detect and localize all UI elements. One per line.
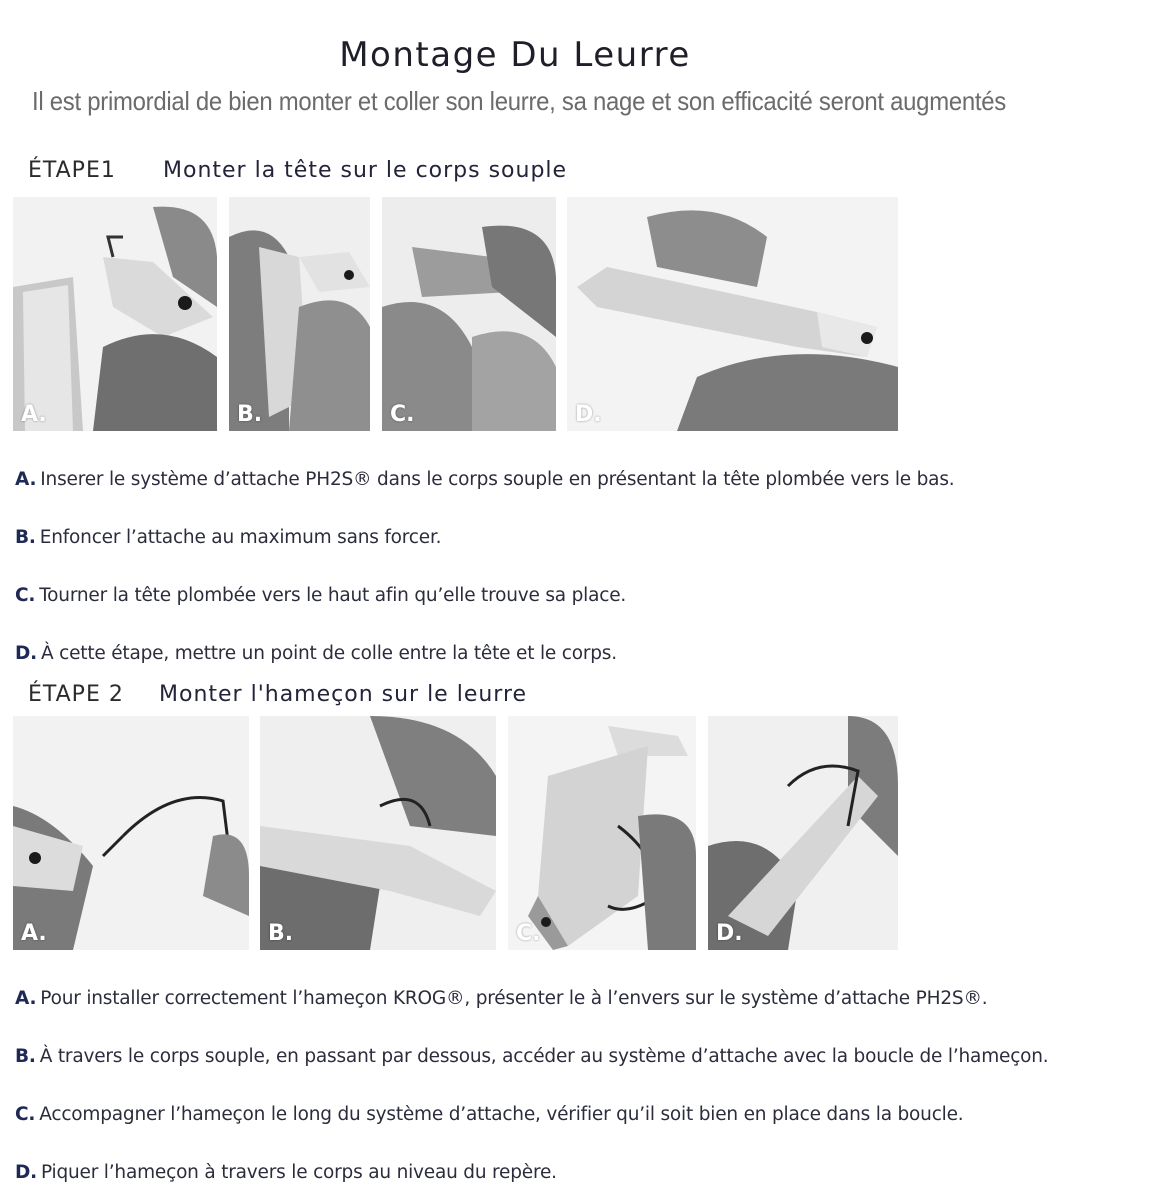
head-rotate-photo	[382, 197, 556, 431]
step2-photo-a-label: A.	[21, 921, 47, 946]
step2-photo-b-label: B.	[268, 921, 294, 946]
step2-instruction-d: D. Piquer l’hameçon à travers le corps au niveau du repère.	[15, 1162, 557, 1183]
step2-photo-d	[708, 716, 898, 950]
step2-instruction-b: B. À travers le corps souple, en passant par dessous, accéder au système d’attache avec la boucle de l’hameçon.	[15, 1046, 1049, 1067]
step1-photo-d	[567, 197, 898, 431]
glue-point-photo	[567, 197, 898, 431]
step1-photo-c	[382, 197, 556, 431]
step2-heading: Monter l'hameçon sur le leurre	[159, 682, 528, 707]
step2-photo-c-label: C.	[516, 921, 541, 946]
intro-text: Il est primordial de bien monter et coller son leurre, sa nage et son efficacité seront augmentés	[32, 86, 1006, 116]
page-title: Montage Du Leurre	[339, 34, 691, 75]
step2-photo-c	[508, 716, 696, 950]
step1-photo-b	[229, 197, 370, 431]
step2-photo-b	[260, 716, 496, 950]
step1-heading: Monter la tête sur le corps souple	[163, 158, 568, 183]
step2-photo-a	[13, 716, 249, 950]
hook-present-photo	[13, 716, 249, 950]
step2-photo-d-label: D.	[716, 921, 743, 946]
step1-photo-a-label: A.	[21, 402, 47, 427]
step1-instruction-b: B. Enfoncer l’attache au maximum sans forcer.	[15, 527, 442, 548]
hook-pierce-photo	[708, 716, 898, 950]
step2-instruction-c: C. Accompagner l’hameçon le long du système d’attache, vérifier qu’il soit bien en place dans la boucle.	[15, 1104, 964, 1125]
step1-photo-a	[13, 197, 217, 431]
step1-photo-d-label: D.	[575, 402, 602, 427]
lure-head-insert-photo	[13, 197, 217, 431]
step1-number: ÉTAPE1	[28, 158, 116, 183]
step1-photo-c-label: C.	[390, 402, 415, 427]
step1-photo-b-label: B.	[237, 402, 263, 427]
hook-through-body-photo	[260, 716, 496, 950]
step2-header	[28, 682, 527, 707]
step2-number: ÉTAPE 2	[28, 682, 124, 707]
step2-instruction-a: A. Pour installer correctement l’hameçon KROG®, présenter le à l’envers sur le système d’attache PH2S®.	[15, 988, 988, 1009]
attach-push-photo	[229, 197, 370, 431]
hook-along-attach-photo	[508, 716, 696, 950]
step1-instruction-d: D. À cette étape, mettre un point de colle entre la tête et le corps.	[15, 643, 617, 664]
step1-instruction-c: C. Tourner la tête plombée vers le haut afin qu’elle trouve sa place.	[15, 585, 627, 606]
step1-instruction-a: A. Inserer le système d’attache PH2S® dans le corps souple en présentant la tête plombée vers le bas.	[15, 469, 955, 490]
step1-header	[28, 158, 567, 183]
